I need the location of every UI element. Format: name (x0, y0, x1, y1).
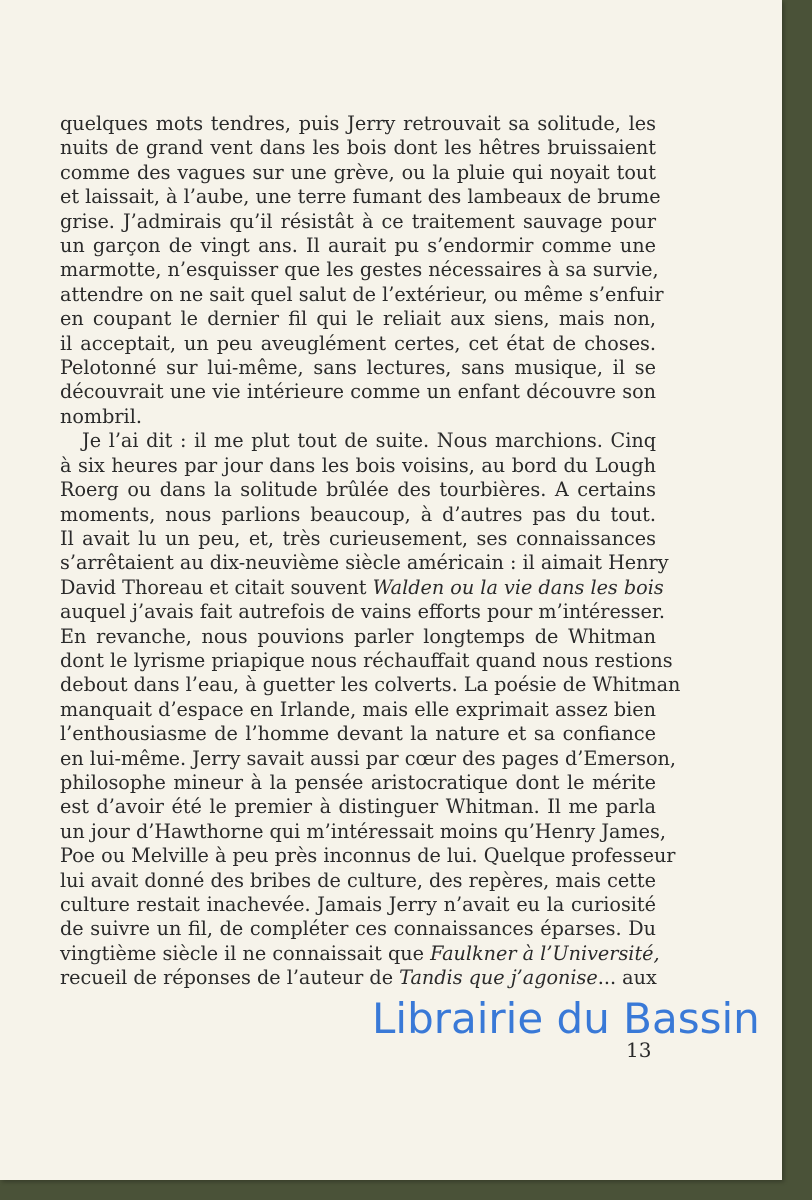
text-line (60, 819, 666, 844)
text-line (60, 429, 656, 453)
text-line (60, 795, 656, 819)
text-run: philosophe mineur à la pensée aristocratique dont le mérite (60, 770, 656, 794)
text-line (60, 771, 656, 795)
watermark: Librairie du Bassin (372, 994, 760, 1043)
text-run: l’enthousiasme de l’homme devant la nature et sa confiance (60, 722, 656, 746)
text-line (60, 112, 656, 136)
text-line (60, 746, 676, 771)
text-run: quelques mots tendres, puis Jerry retrouvait sa solitude, les (60, 112, 656, 135)
text-run: lui avait donné des bribes de culture, des repères, mais cette (60, 868, 656, 892)
text-run: vingtième siècle il ne connaissait que (60, 941, 431, 965)
text-line (60, 234, 656, 258)
text-line (60, 893, 656, 917)
text-line (60, 527, 656, 551)
text-run: un jour d’Hawthorne qui m’intéressait moins qu’Henry James, (60, 819, 666, 843)
text-line (60, 600, 666, 624)
text-line (60, 722, 656, 746)
text-line (60, 966, 656, 990)
text-run: découvrait une vie intérieure comme un enfant découvre son (60, 380, 656, 404)
text-line (60, 136, 656, 160)
page-number: 13 (626, 1038, 652, 1062)
text-line (60, 454, 656, 478)
body-text (60, 112, 681, 991)
text-line (60, 917, 656, 941)
text-run: attendre on ne sait quel salut de l’extérieur, ou même s’enfuir (60, 282, 664, 306)
text-line (60, 380, 656, 404)
text-run: David Thoreau et citait souvent (60, 575, 373, 599)
text-run: ... aux (597, 966, 657, 990)
text-line (60, 673, 681, 697)
text-run: En revanche, nous pouvions parler longtemps de Whitman (60, 624, 656, 648)
text-run: en coupant le dernier fil qui le reliait aux siens, mais non, (60, 307, 656, 331)
text-line (60, 332, 656, 356)
text-run: manquait d’espace en Irlande, mais elle exprimait assez bien (60, 697, 656, 721)
text-line (60, 307, 656, 331)
text-run: Walden ou la vie dans les bois (372, 575, 664, 599)
text-run: à six heures par jour dans les bois voisins, au bord du Lough (60, 453, 656, 477)
text-run: recueil de réponses de l’auteur de (60, 966, 400, 990)
text-run: marmotte, n’esquisser que les gestes nécessaires à sa survie, (60, 258, 659, 282)
text-run: grise. J’admirais qu’il résistât à ce traitement sauvage pour (60, 209, 656, 233)
text-line (60, 698, 656, 722)
text-line (60, 551, 669, 575)
text-line (60, 503, 656, 527)
text-line (60, 258, 659, 282)
text-run: Tandis que j’agonise (399, 966, 598, 990)
text-run: un garçon de vingt ans. Il aurait pu s’endormir comme une (60, 234, 656, 258)
text-run: Il avait lu un peu, et, très curieusement, ses connaissances (60, 526, 656, 550)
text-run: est d’avoir été le premier à distinguer Whitman. Il me parla (60, 795, 656, 819)
text-line (60, 282, 664, 307)
text-line (60, 625, 656, 649)
text-run: et laissait, à l’aube, une terre fumant des lambeaux de brume (60, 185, 661, 209)
text-line (60, 844, 676, 868)
text-run: nombril. (60, 404, 142, 428)
text-run: il acceptait, un peu aveuglément certes, cet état de choses. (60, 331, 656, 355)
text-run: auquel j’avais fait autrefois de vains efforts pour m’intéresser. (60, 600, 666, 624)
text-line (60, 648, 673, 673)
text-run: en lui-même. Jerry savait aussi par cœur des pages d’Emerson, (60, 746, 676, 770)
text-line (60, 575, 664, 600)
text-line (60, 210, 656, 234)
text-run: Faulkner à l’Université, (430, 941, 660, 965)
text-run: Poe ou Melville à peu près inconnus de lui. Quelque professeur (60, 844, 676, 868)
text-run: Roerg ou dans la solitude brûlée des tourbières. A certains (60, 478, 656, 502)
text-run: de suivre un fil, de compléter ces connaissances éparses. Du (60, 917, 656, 941)
text-line (60, 185, 661, 209)
text-line (60, 405, 656, 429)
text-run: culture restait inachevée. Jamais Jerry n’avait eu la curiosité (60, 893, 656, 916)
text-line (60, 356, 656, 380)
text-line (60, 478, 656, 502)
text-run: Je l’ai dit : il me plut tout de suite. Nous marchions. Cinq (82, 429, 656, 453)
text-run: s’arrêtaient au dix-neuvième siècle américain : il aimait Henry (60, 551, 669, 575)
text-run: debout dans l’eau, à guetter les colverts. La poésie de Whitman (60, 673, 681, 697)
text-run: Pelotonné sur lui-même, sans lectures, sans musique, il se (60, 356, 656, 380)
text-run: comme des vagues sur une grève, ou la pluie qui noyait tout (60, 160, 656, 184)
text-line (60, 161, 656, 185)
text-line (60, 869, 656, 893)
text-run: moments, nous parlions beaucoup, à d’autres pas du tout. (60, 502, 656, 526)
text-run: dont le lyrisme priapique nous réchauffait quand nous restions (60, 648, 673, 672)
text-line (60, 941, 660, 966)
text-run: nuits de grand vent dans les bois dont les hêtres bruissaient (60, 136, 656, 160)
